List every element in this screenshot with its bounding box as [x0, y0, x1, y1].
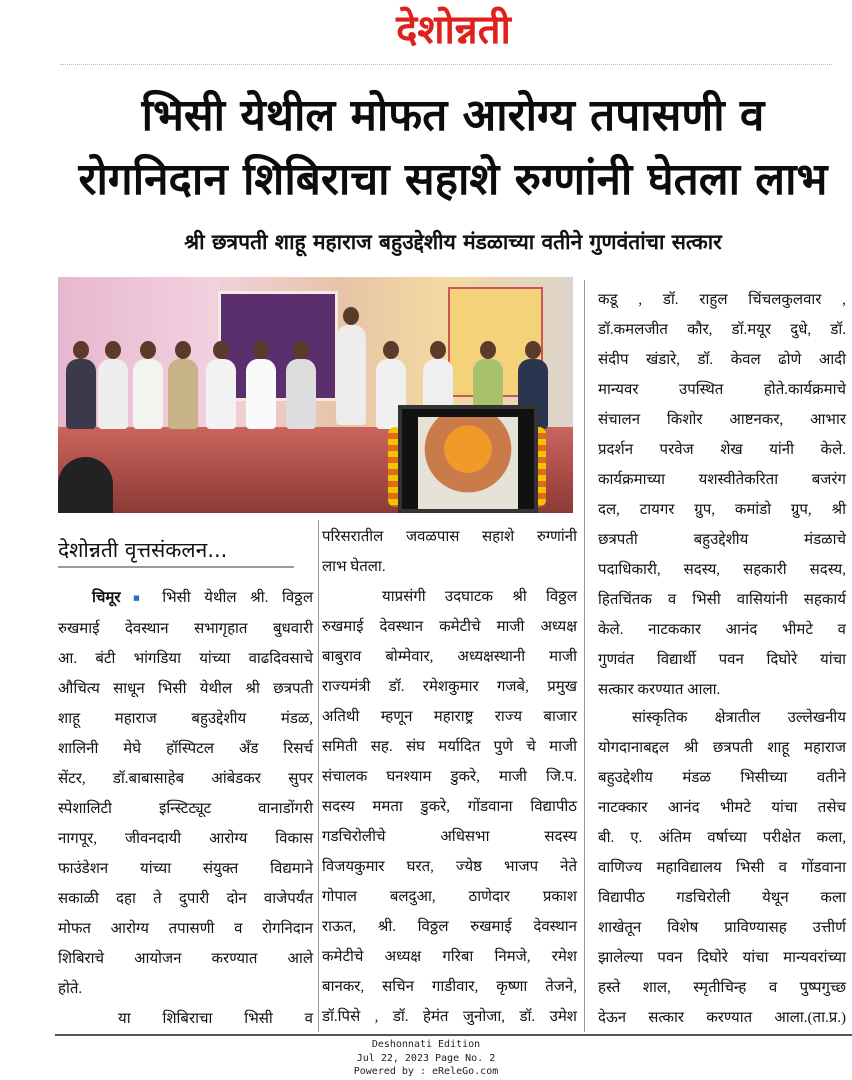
photo-foreground-speaker: [58, 457, 113, 513]
article-line: मान्यवर उपस्थित होते.कार्यक्रमाचे: [598, 382, 846, 398]
article-line: पदाधिकारी, सदस्य, सहकारी सदस्य,: [598, 562, 846, 578]
photo-person-head: [383, 341, 399, 359]
article-line: गोपाल बलदुआ, ठाणेदार प्रकाश: [322, 889, 577, 905]
column-rule: [318, 520, 319, 1032]
article-line: शिबिराचे आयोजन करण्यात आले: [58, 950, 313, 967]
article-line: संदीप खंडारे, डॉ. केवल ढोणे आदी: [598, 352, 846, 368]
article-line: परिसरातील जवळपास सहाशे रुग्णांनी: [322, 529, 577, 545]
photo-person: [246, 359, 276, 429]
article-line: सांस्कृतिक क्षेत्रातील उल्लेखनीय: [632, 710, 846, 726]
photo-person-head: [480, 341, 496, 359]
photo-person: [66, 359, 96, 429]
photo-person-head: [293, 341, 309, 359]
article-line: बानकर, सचिन गाडीवार, कृष्णा तेजने,: [322, 979, 577, 995]
article-line: प्रदर्शन परवेज शेख यांनी केले.: [598, 442, 846, 458]
article-line: डॉ.कमलजीत कौर, डॉ.मयूर दुधे, डॉ.: [598, 322, 846, 338]
article-line: रुखमाई देवस्थान कमेटीचे माजी अध्यक्ष: [322, 619, 577, 635]
footer-powered-by: Powered by : eReleGo.com: [353, 1066, 499, 1077]
article-line: राज्यमंत्री डॉ. रमेशकुमार गजबे, प्रमुख: [322, 679, 577, 695]
article-line: झालेल्या पवन दिघोरे यांचा मान्यवरांच्या: [598, 950, 846, 966]
article-line: कमेटीचे अध्यक्ष गरिबा निमजे, रमेश: [322, 949, 577, 965]
article-line: रुखमाई देवस्थान सभागृहात बुधवारी: [58, 620, 313, 637]
ghost-rule: [60, 64, 832, 65]
article-line: सत्कार करण्यात आला.: [598, 682, 721, 698]
photo-portrait-frame: [398, 405, 538, 513]
article-line: विजयकुमार घरत, ज्येष्ठ भाजप नेते: [322, 859, 577, 875]
article-line: सेंटर, डॉ.बाबासाहेब आंबेडकर सुपर: [58, 770, 313, 787]
article-line: गडचिरोलीचे अधिसभा सदस्य: [322, 829, 577, 845]
article-line-text: भिसी येथील श्री. विठ्ठल: [162, 590, 313, 606]
article-column-left: [58, 583, 313, 1034]
photo-portrait: [418, 417, 518, 509]
article-line: संचालक घनश्याम डुकरे, माजी जि.प.: [322, 769, 577, 785]
article-line: केले. नाटककार आनंद भीमटे व: [598, 622, 846, 638]
event-photo: [58, 277, 573, 513]
article-line: विद्यापीठ गडचिरोली येथून कला: [598, 890, 846, 906]
article-column-middle: [322, 522, 577, 1032]
footer-date-page: Jul 22, 2023 Page No. 2: [356, 1052, 496, 1064]
article-line: [58, 583, 313, 614]
article-line: या शिबिराचा भिसी व: [118, 1010, 313, 1027]
article-line: समिती सह. संघ मर्यादित पुणे चे माजी: [322, 739, 577, 755]
photo-person: [286, 359, 316, 429]
article-line: अतिथी म्हणून महाराष्ट्र राज्य बाजार: [322, 709, 577, 725]
article-line: शाखेतून विशेष प्राविण्यासह उत्तीर्ण: [598, 920, 846, 936]
article-column-right: [598, 285, 846, 1033]
photo-person-head: [525, 341, 541, 359]
photo-person: [336, 325, 366, 425]
article-line: मोफत आरोग्य तपासणी व रोगनिदान: [58, 920, 313, 937]
article-line: वाणिज्य महाविद्यालय भिसी व गोंडवाना: [598, 860, 846, 876]
photo-person: [98, 359, 128, 429]
bottom-rule: [55, 1034, 852, 1036]
photo-person-head: [213, 341, 229, 359]
article-line: आ. बंटी भांगडिया यांच्या वाढदिवसाचे: [58, 650, 313, 667]
edition-footer: [0, 1038, 852, 1079]
article-line: शालिनी मेघे हॉस्पिटल अँड रिसर्च: [58, 740, 313, 757]
article-line: देऊन सत्कार करण्यात आला.(ता.प्र.): [598, 1010, 846, 1026]
article-line: शाहू महाराज बहुउद्देशीय मंडळ,: [58, 710, 313, 727]
dateline: चिमूर: [92, 590, 121, 606]
masthead-logo: देशोन्नती: [396, 7, 511, 53]
article-line: याप्रसंगी उदघाटक श्री विठ्ठल: [382, 589, 577, 605]
article-line: बाबुराव बोम्मेवार, अध्यक्षस्थानी माजी: [322, 649, 577, 665]
photo-person-head: [343, 307, 359, 325]
article-line: फाउंडेशन यांच्या संयुक्त विद्यमाने: [58, 860, 313, 877]
article-line: संचालन किशोर आष्टनकर, आभार: [598, 412, 846, 428]
photo-person-head: [140, 341, 156, 359]
article-line: लाभ घेतला.: [322, 559, 386, 575]
article-line: सदस्य ममता डुकरे, गोंडवाना विद्यापीठ: [322, 799, 577, 815]
column-rule: [584, 280, 585, 1032]
headline-line-1: भिसी येथील मोफत आरोग्य तपासणी व: [141, 90, 765, 141]
article-line: छत्रपती बहुउद्देशीय मंडळाचे: [598, 532, 846, 548]
headline-line-2: रोगनिदान शिबिराचा सहाशे रुग्णांनी घेतला लाभ: [78, 154, 828, 205]
footer-edition: Deshonnati Edition: [371, 1039, 481, 1050]
photo-person: [206, 359, 236, 429]
article-line: स्पेशालिटी इन्स्टिट्यूट वानाडोंगरी: [58, 800, 313, 817]
article-line: योगदानाबद्दल श्री छत्रपती शाहू महाराज: [598, 740, 846, 756]
article-line: बी. ए. अंतिम वर्षाच्या परीक्षेत कला,: [598, 830, 846, 846]
bullet-icon: ■: [120, 592, 163, 605]
article-line: सकाळी दहा ते दुपारी दोन वाजेपर्यंत: [58, 890, 313, 907]
photo-person: [168, 359, 198, 429]
photo-person-head: [430, 341, 446, 359]
article-line: औचित्य साधून भिसी येथील श्री छत्रपती: [58, 680, 313, 697]
photo-person-head: [105, 341, 121, 359]
photo-person-head: [253, 341, 269, 359]
article-line: नागपूर, जीवनदायी आरोग्य विकास: [58, 830, 313, 847]
article-line: गुणवंत विद्यार्थी पवन दिघोरे यांचा: [598, 652, 846, 668]
subheadline: श्री छत्रपती शाहू महाराज बहुउद्देशीय मंडळाच्या वतीने गुणवंतांचा सत्कार: [184, 230, 722, 254]
article-line: दल, टायगर ग्रुप, कमांडो ग्रुप, श्री: [598, 502, 846, 518]
article-line: राऊत, श्री. विठ्ठल रुखमाई देवस्थान: [322, 919, 577, 935]
article-line: हितचिंतक व भिसी वासियांनी सहकार्य: [598, 592, 846, 608]
photo-banner: [218, 291, 338, 401]
article-line: कार्यक्रमाच्या यशस्वीतेकरिता बजरंग: [598, 472, 846, 488]
article-line: नाटक्कार आनंद भीमटे यांचा तसेच: [598, 800, 846, 816]
photo-person: [133, 359, 163, 429]
article-line: बहुउद्देशीय मंडळ भिसीच्या वतीने: [598, 770, 846, 786]
article-line: हस्ते शाल, स्मृतीचिन्ह व पुष्पगुच्छ: [598, 980, 846, 996]
article-line: कडू , डॉ. राहुल चिंचलकुलवार ,: [598, 292, 846, 308]
article-line: होते.: [58, 980, 83, 997]
section-tag: देशोन्नती वृत्तसंकलन...: [58, 534, 294, 568]
photo-person-head: [175, 341, 191, 359]
photo-person-head: [73, 341, 89, 359]
article-line: डॉ.पिसे , डॉ. हेमंत जुनोजा, डॉ. उमेश: [322, 1009, 577, 1025]
